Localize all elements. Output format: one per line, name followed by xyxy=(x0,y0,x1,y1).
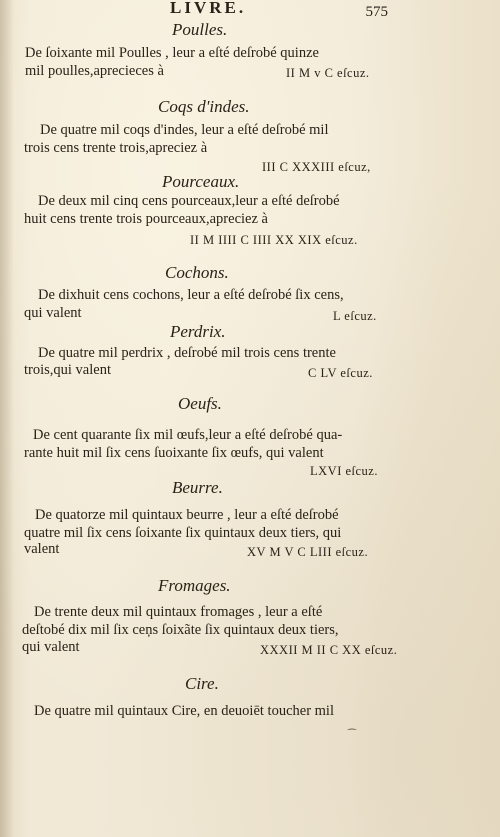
running-head: LIVRE. xyxy=(170,0,247,17)
text-line: De deux mil cinq cens pourceaux,leur a eſté deſrobé xyxy=(38,193,340,209)
text-line: De quatre mil perdrix , deſrobé mil trois cens trente xyxy=(38,345,336,361)
text-line: qui valent xyxy=(24,305,82,321)
text-line: trois,qui valent xyxy=(24,362,111,378)
page-number: 575 xyxy=(365,4,388,20)
text-line: De quatre mil quintaux Cire, en deuoiēt toucher mil xyxy=(34,703,334,719)
text-line: valent xyxy=(24,541,60,557)
text-line: trois cens trente trois,apreciez à xyxy=(24,140,208,156)
ink-mark: ⁀ xyxy=(348,730,357,741)
page-header xyxy=(0,0,500,20)
text-line: huit cens trente trois pourceaux,apreciez à xyxy=(24,211,268,227)
section-heading-cochons: Cochons. xyxy=(165,263,229,282)
text-line: qui valent xyxy=(22,639,80,655)
sum-value: III C XXXIII eſcuz, xyxy=(262,160,371,174)
sum-value: XXXII M II C XX eſcuz. xyxy=(260,643,398,657)
section-heading-oeufs: Oeufs. xyxy=(178,394,222,413)
section-heading-cire: Cire. xyxy=(185,674,219,693)
text-line: deſtobé dix mil ſix ceņs ſoixãte ſix quintaux deux tiers, xyxy=(22,622,339,638)
section-heading-pourceaux: Pourceaux. xyxy=(162,172,240,191)
text-line: De ſoixante mil Poulles , leur a eſté deſrobé quinze xyxy=(25,45,319,61)
section-heading-beurre: Beurre. xyxy=(172,478,223,497)
sum-value: C LV eſcuz. xyxy=(308,366,373,380)
text-line: De quatorze mil quintaux beurre , leur a eſté deſrobé xyxy=(35,507,339,523)
sum-value: II M v C eſcuz. xyxy=(286,66,370,80)
sum-value: LXVI eſcuz. xyxy=(310,464,378,478)
text-line: De dixhuit cens cochons, leur a eſté deſrobé ſix cens, xyxy=(38,287,344,303)
section-heading-perdrix: Perdrix. xyxy=(170,322,226,341)
sum-value: II M IIII C IIII XX XIX eſcuz. xyxy=(190,233,358,247)
section-heading-coqs-dindes: Coqs d'indes. xyxy=(158,97,250,116)
sum-value: XV M V C LIII eſcuz. xyxy=(247,545,369,559)
text-line: De cent quarante ſix mil œufs,leur a eſté deſrobé qua- xyxy=(33,427,343,443)
text-line: rante huit mil ſix cens ſuoixante ſix œufs, qui valent xyxy=(24,445,324,461)
text-line: quatre mil ſix cens ſoixante ſix quintaux deux tiers, qui xyxy=(24,525,342,541)
section-heading-fromages: Fromages. xyxy=(158,576,231,595)
section-heading-poulles: Poulles. xyxy=(172,20,228,39)
text-line: De quatre mil coqs d'indes, leur a eſté deſrobé mil xyxy=(40,122,329,138)
text-line: De trente deux mil quintaux fromages , leur a eſté xyxy=(34,604,323,620)
gutter-shadow xyxy=(0,0,14,837)
text-line: mil poulles,aprecieces à xyxy=(25,63,164,79)
sum-value: L eſcuz. xyxy=(333,309,377,323)
